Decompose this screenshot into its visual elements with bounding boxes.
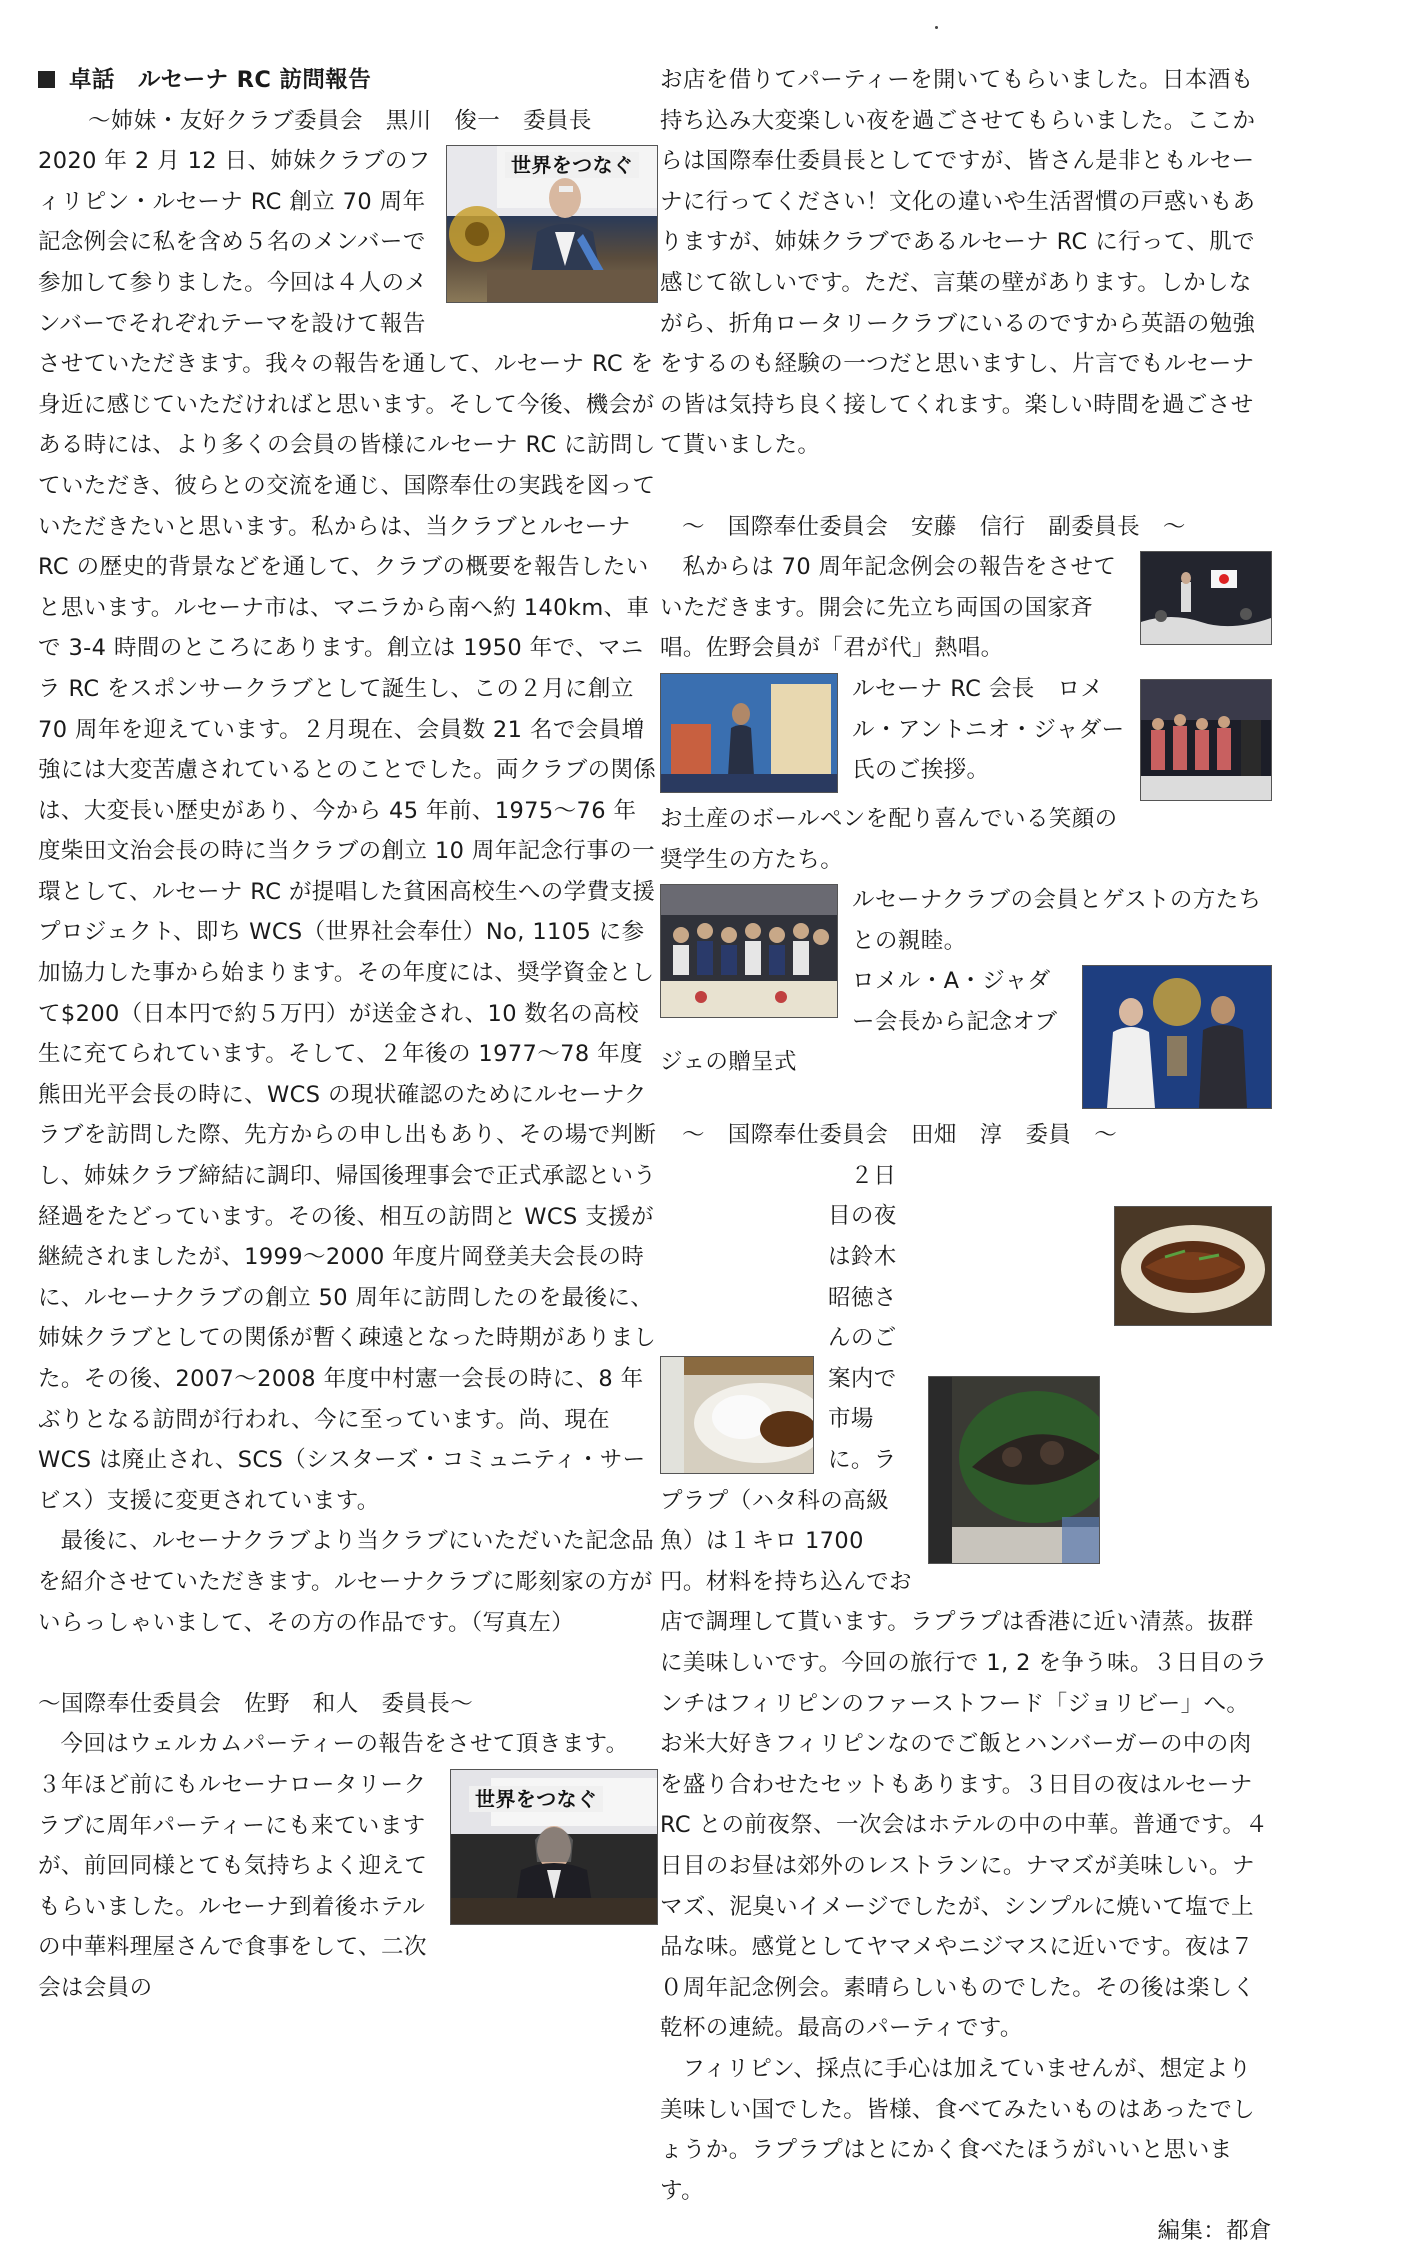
photo-anthem-svg	[1141, 552, 1271, 644]
photo-kurokawa-speech	[446, 145, 658, 303]
photo1-banner-text: 世界をつなぐ	[505, 152, 639, 178]
left-column	[38, 60, 658, 2009]
ando-paragraph-4: ルセーナクラブの会員とゲストの方たちとの親睦。	[852, 887, 1262, 954]
photo-fellowship	[660, 884, 838, 1018]
photo-jollibee-set	[660, 1356, 814, 1474]
photo-gift-svg	[1083, 966, 1271, 1108]
sano-heading: 〜国際奉仕委員会 佐野 和人 委員長〜	[38, 1690, 474, 1717]
photo-president-svg	[661, 674, 837, 792]
article-heading: 卓話 ルセーナ RC 訪問報告	[38, 60, 658, 101]
scan-dot	[935, 26, 938, 29]
editor-credit: 編集：都倉	[1157, 2218, 1272, 2245]
sano-paragraph-1: 今回はウェルカムパーティーの報告をさせて頂きます。	[60, 1731, 629, 1758]
photo-lapu-svg	[1115, 1207, 1271, 1325]
sano-paragraph-2: ３年ほど前にもルセーナロータリークラブに周年パーティーにも来ていますが、前回同様とても気持ちよく迎えてもらいました。ルセーナ到着後ホテルの中華料理屋さんで食事をして、二次会は会員の	[38, 1771, 428, 2001]
ando-paragraph-2: ルセーナ RC 会長 ロメル・アントニオ・ジャダー氏のご挨拶。	[852, 675, 1125, 784]
ando-paragraph-5: ロメル・A・ジャダー会長から記念オブジェの贈呈式	[660, 968, 1058, 1076]
tabata-heading: 〜 国際奉仕委員会 田畑 淳 委員 〜	[682, 1122, 1118, 1149]
kurokawa-paragraph-1: 2020 年 2 月 12 日、姉妹クラブのフィリピン・ルセーナ RC 創立 70 周年記念例会に私を含め５名のメンバーで参加して参りました。今回は４人のメンバーでそれぞれテーマを設けて報告させていただきます。我々の報告を通して、ルセーナ RC を身近に感じていただければと思います。そして今後、機会がある時には、より多くの会員の皆様にルセーナ RC に訪問していただき、彼らとの交流を通じ、国際奉仕の実践を図っていただきたいと思います。私からは、当クラブとルセーナ RC の歴史的背景などを通して、クラブの概要を報告したいと思います。ルセーナ市は、マニラから南へ約 140km、車で 3-4 時間のところにあります。創立は 1950 年で、マニラ RC をスポンサークラブとして誕生し、この２月に創立 70 周年を迎えています。２月現在、会員数 21 名で会員増強には大変苦慮されているとのことでした。両クラブの関係は、大変長い歴史があり、今から 45 年前、1975〜76 年度柴田文治会長の時に当クラブの創立 10 周年記念行事の一環として、ルセーナ RC が提唱した貧困高校生への学費支援プロジェクト、即ち WCS（世界社会奉仕）No, 1105 に参加協力した事から始まります。その年度には、奨学資金として$200（日本円で約５万円）が送金され、10 数名の高校生に充てられています。そして、２年後の 1977〜78 年度熊田光平会長の時に、WCS の現状確認のためにルセーナクラブを訪問した際、先方からの申し出もあり、その場で判断し、姉妹クラブ締結に調印、帰国後理事会で正式承認という経過をたどっています。その後、相互の訪問と WCS 支援が継続されましたが、1999〜2000 年度片岡登美夫会長の時に、ルセーナクラブの創立 50 周年に訪問したのを最後に、姉妹クラブとしての関係が暫く疎遠となった時期がありました。その後、2007〜2008 年度中村憲一会長の時に、8 年ぶりとなる訪問が行われ、今に至っています。尚、現在 WCS は廃止され、SCS（シスターズ・コミュニティ・サービス）支援に変更されています。	[38, 148, 657, 1514]
photo-students	[1140, 679, 1272, 801]
photo-sano-speech	[450, 1769, 658, 1925]
tabata-paragraph-1: ２日目の夜は鈴木昭徳さんのご案内で市場に。ラプラプ（ハタ科の高級魚）は１キロ 1700 円。材料を持ち込んでお店で調理して貰います。ラプラプは香港に近い清蒸。抜群に美味しいです。今回の旅行で 1, 2 を争う味。３日目のランチはフィリピンのファーストフード「ジョリビー」へ。お米大好きフィリピンなのでご飯とハンバーガーの中の肉を盛り合わせたセットもあります。３日目の夜はルセーナ RC との前夜祭、一次会はホテルの中の中華。普通です。４日目のお昼は郊外のレストランに。ナマズが美味しい。ナマズ、泥臭いイメージでしたが、シンプルに焼いて塩で上品な味。感覚としてヤマメやニジマスに近いです。夜は７０周年記念例会。素晴らしいものでした。その後は楽しく乾杯の連続。最高のパーティです。	[660, 1162, 1269, 2042]
photo-president-greeting	[660, 673, 838, 793]
sano-paragraph-3: お店を借りてパーティーを開いてもらいました。日本酒も持ち込み大変楽しい夜を過ごさせてもらいました。ここからは国際奉仕委員長としてですが、皆さん是非ともルセーナに行ってください！文化の違いや生活習慣の戸惑いもありますが、姉妹クラブであるルセーナ RC に行って、肌で感じて欲しいです。ただ、言葉の壁があります。しかしながら、折角ロータリークラブにいるのですから英語の勉強をするのも経験の一つだと思いますし、片言でもルセーナの皆は気持ち良く接してくれます。楽しい時間を過ごさせて貰いました。	[660, 67, 1256, 459]
ando-heading: 〜 国際奉仕委員会 安藤 信行 副委員長 〜	[682, 513, 1186, 540]
square-bullet-icon	[38, 71, 55, 88]
kurokawa-paragraph-2: 最後に、ルセーナクラブより当クラブにいただいた記念品を紹介させていただきます。ルセーナクラブに彫刻家の方がいらっしゃいまして、その方の作品です。（写真左）	[38, 1528, 655, 1636]
photo-lapu-lapu-dish	[1114, 1206, 1272, 1326]
article-subheading: 〜姉妹・友好クラブ委員会 黒川 俊一 委員長	[88, 107, 592, 134]
tabata-paragraph-2: フィリピン、採点に手心は加えていませんが、想定より美味しい国でした。皆様、食べてみたいものはあったでしょうか。ラプラプはとにかく食べたほうがいいと思います。	[660, 2055, 1256, 2204]
photo-grilled-catfish	[928, 1376, 1100, 1564]
right-column	[660, 60, 1272, 2252]
photo-anthem	[1140, 551, 1272, 645]
photo2-banner-text: 世界をつなぐ	[469, 1786, 603, 1812]
photo-catfish-svg	[952, 1377, 1101, 1563]
ando-paragraph-1: 私からは 70 周年記念例会の報告をさせていただきます。開会に先立ち両国の国家斉唱。佐野会員が「君が代」熱唱。	[660, 554, 1117, 662]
photo-fellowship-svg	[661, 885, 837, 1017]
photo-gift-ceremony	[1082, 965, 1272, 1109]
photo-jollibee-svg	[684, 1357, 815, 1473]
photo-students-svg	[1141, 680, 1271, 800]
ando-paragraph-3: お土産のボールペンを配り喜んでいる笑顔の奨学生の方たち。	[660, 805, 1118, 873]
